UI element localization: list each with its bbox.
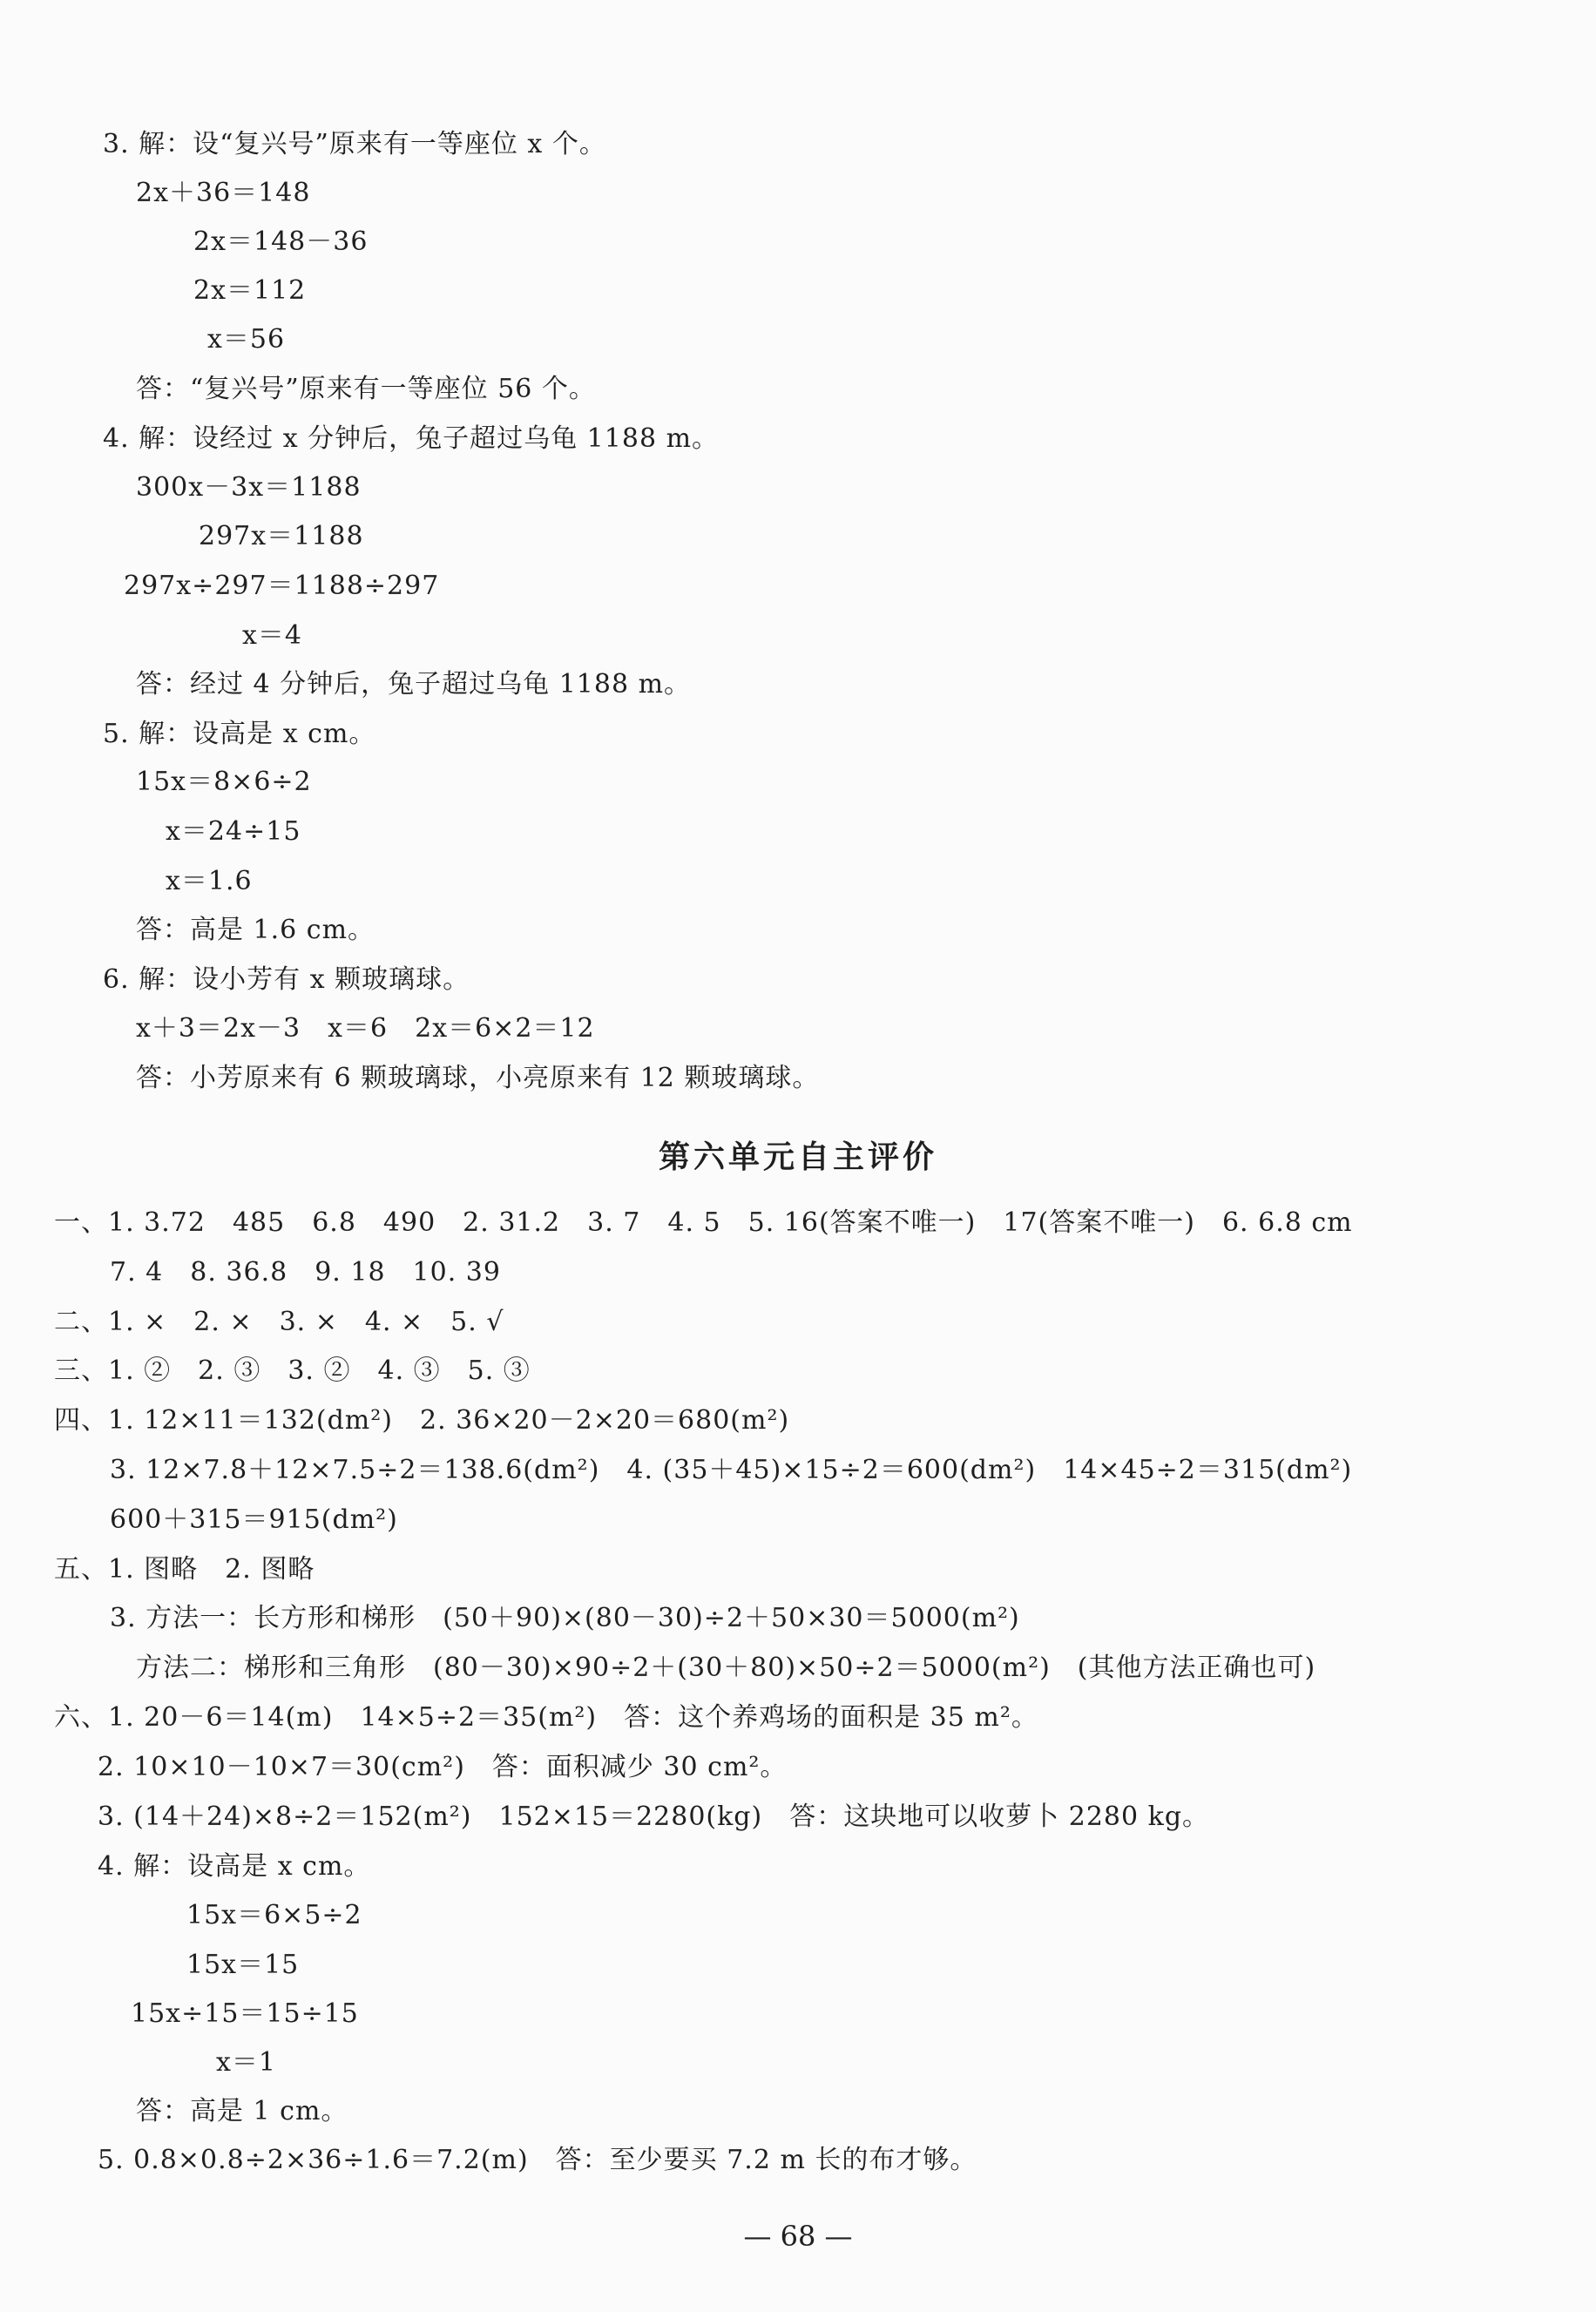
part-5-method-1: 3. 方法一：长方形和梯形 (50＋90)×(80－30)÷2＋50×30＝5000(m²) [110, 1603, 1020, 1633]
problem-5-setup: 5. 解：设高是 x cm。 [103, 719, 376, 749]
equation-line: 297x＝1188 [199, 521, 364, 551]
part-6-answer-4: 4. 解：设高是 x cm。 [98, 1851, 371, 1882]
equation-line: 297x÷297＝1188÷297 [124, 571, 440, 601]
part-6-answer-2: 2. 10×10－10×7＝30(cm²) 答：面积减少 30 cm²。 [98, 1752, 788, 1782]
equation-line: x＝4 [242, 620, 303, 651]
equation-line: 2x＝112 [193, 275, 307, 306]
equation-line: x＋3＝2x－3 x＝6 2x＝6×2＝12 [136, 1013, 595, 1044]
problem-4-setup: 4. 解：设经过 x 分钟后，兔子超过乌龟 1188 m。 [103, 423, 720, 454]
answer-line: 答：小芳原来有 6 颗玻璃球，小亮原来有 12 颗玻璃球。 [136, 1063, 820, 1093]
page-number: — 68 — [743, 2220, 853, 2253]
part-4-answers-cont: 600＋315＝915(dm²) [110, 1504, 398, 1535]
equation-line: x＝56 [207, 324, 286, 355]
problem-6-setup: 6. 解：设小芳有 x 颗玻璃球。 [103, 964, 470, 995]
part-3-answers: 三、1. ② 2. ③ 3. ② 4. ③ 5. ③ [54, 1355, 531, 1386]
problem-3-setup: 3. 解：设“复兴号”原来有一等座位 x 个。 [103, 129, 606, 159]
answer-line: 答：高是 1 cm。 [136, 2096, 348, 2126]
equation-line: 15x＝6×5÷2 [186, 1900, 362, 1930]
part-2-answers: 二、1. × 2. × 3. × 4. × 5. √ [54, 1307, 504, 1337]
section-title: 第六单元自主评价 [658, 1139, 937, 1175]
answer-line: 答：经过 4 分钟后，兔子超过乌龟 1188 m。 [136, 669, 692, 700]
equation-line: x＝1.6 [166, 866, 253, 896]
equation-line: x＝1 [216, 2047, 277, 2078]
equation-line: 15x÷15＝15÷15 [131, 1998, 359, 2029]
equation-line: 15x＝8×6÷2 [136, 767, 312, 797]
part-1-answers: 一、1. 3.72 485 6.8 490 2. 31.2 3. 7 4. 5 5. 16(答案不唯一) 17(答案不唯一) 6. 6.8 cm [54, 1207, 1353, 1238]
part-6-answer-1: 六、1. 20－6＝14(m) 14×5÷2＝35(m²) 答：这个养鸡场的面积是 35 m²。 [54, 1702, 1038, 1733]
answer-line: 答：“复兴号”原来有一等座位 56 个。 [136, 374, 596, 404]
part-4-answers-cont: 3. 12×7.8＋12×7.5÷2＝138.6(dm²) 4. (35＋45)×15÷2＝600(dm²) 14×45÷2＝315(dm²) [110, 1455, 1353, 1485]
part-5-method-2: 方法二：梯形和三角形 (80－30)×90÷2＋(30＋80)×50÷2＝5000(m²) (其他方法正确也可) [136, 1653, 1316, 1683]
part-6-answer-3: 3. (14＋24)×8÷2＝152(m²) 152×15＝2280(kg) 答：这块地可以收萝卜 2280 kg。 [98, 1802, 1210, 1832]
part-4-answers: 四、1. 12×11＝132(dm²) 2. 36×20－2×20＝680(m²) [54, 1405, 790, 1436]
answer-line: 答：高是 1.6 cm。 [136, 915, 375, 945]
equation-line: 15x＝15 [186, 1950, 300, 1980]
equation-line: 2x＋36＝148 [136, 178, 311, 208]
equation-line: x＝24÷15 [166, 816, 301, 847]
equation-line: 2x＝148－36 [193, 226, 369, 257]
part-5-answers: 五、1. 图略 2. 图略 [54, 1554, 315, 1585]
part-6-answer-5: 5. 0.8×0.8÷2×36÷1.6＝7.2(m) 答：至少要买 7.2 m 长的布才够。 [98, 2145, 977, 2175]
part-1-answers-cont: 7. 4 8. 36.8 9. 18 10. 39 [110, 1257, 501, 1288]
equation-line: 300x－3x＝1188 [136, 472, 362, 503]
